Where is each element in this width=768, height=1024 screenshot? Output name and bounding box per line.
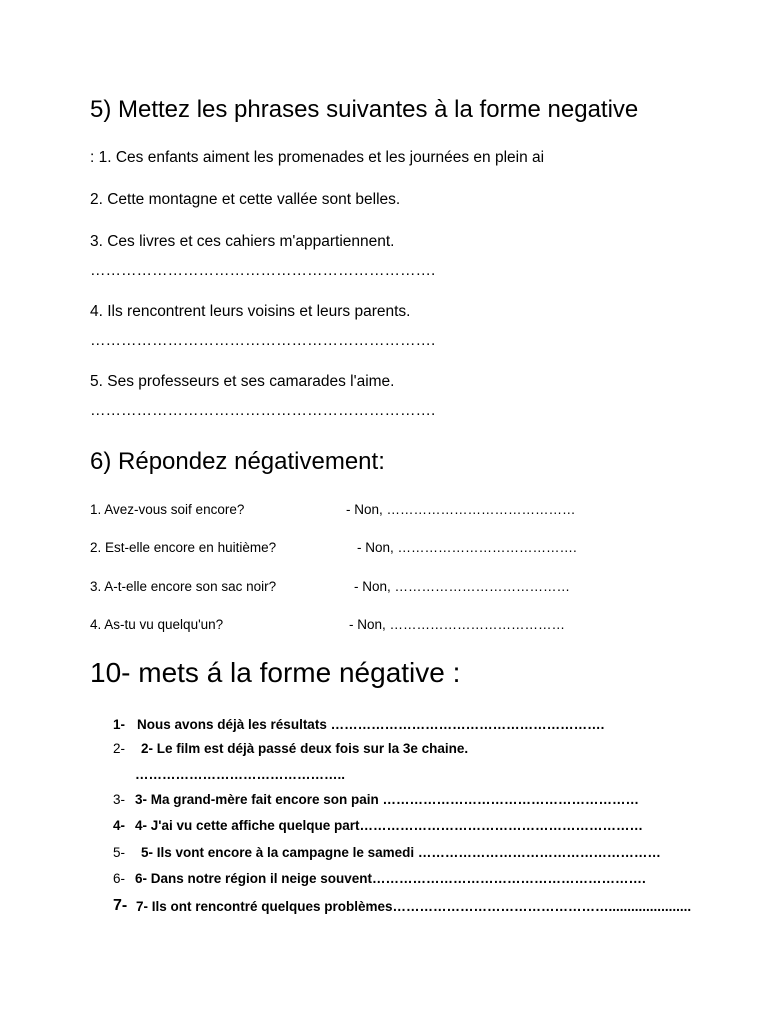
- section-10-item-1-number: 1-: [113, 717, 126, 732]
- section-10-item-5: 5- Ils vont encore à la campagne le samedi ………………………………………………: [141, 845, 661, 860]
- section-10-title: 10- mets á la forme négative :: [90, 657, 461, 688]
- section-10-item-4: 4- J'ai vu cette affiche quelque part………………………………………………………: [135, 818, 644, 833]
- section-6-title: 6) Répondez négativement:: [90, 448, 385, 475]
- section-10-item-4-number: 4-: [113, 818, 126, 833]
- section-6-question-2: 2. Est-elle encore en huitième?: [90, 540, 277, 555]
- section-6-answer-1: - Non, ……………………………………: [346, 502, 576, 517]
- section-6-question-1: 1. Avez-vous soif encore?: [90, 502, 245, 517]
- section-10-item-2-number: 2-: [113, 741, 126, 756]
- section-5-item-1: : 1. Ces enfants aiment les promenades et les journées en plein ai: [90, 149, 545, 166]
- section-10-item-6-number: 6-: [113, 871, 126, 886]
- section-6-question-3: 3. A-t-elle encore son sac noir?: [90, 579, 277, 594]
- answer-blank: ………………………………………………………….: [90, 332, 436, 349]
- answer-blank: ………………………………………..: [135, 767, 346, 782]
- answer-blank: ………………………………………………………….: [90, 402, 436, 419]
- section-6-answer-4: - Non, …………………………………: [349, 617, 566, 632]
- section-10-item-3-number: 3-: [113, 792, 126, 807]
- section-10-item-7: 7- Ils ont rencontré quelques problèmes…………………………………………......................: [136, 899, 692, 914]
- section-10-item-3: 3- Ma grand-mère fait encore son pain …………………………………………………: [135, 792, 640, 807]
- section-10-item-6: 6- Dans notre région il neige souvent…………………………………………………….: [135, 871, 646, 886]
- section-5-title: 5) Mettez les phrases suivantes à la forme negative: [90, 96, 639, 123]
- section-10-item-7-number: 7-: [113, 897, 128, 914]
- section-10-item-5-number: 5-: [113, 845, 126, 860]
- section-6-answer-3: - Non, …………………………………: [354, 579, 571, 594]
- section-5-item-3: 3. Ces livres et ces cahiers m'appartiennent.: [90, 233, 395, 250]
- section-5-item-5: 5. Ses professeurs et ses camarades l'aime.: [90, 373, 395, 390]
- section-5-item-4: 4. Ils rencontrent leurs voisins et leurs parents.: [90, 303, 411, 320]
- section-6-answer-2: - Non, ………………………………….: [357, 540, 577, 555]
- section-10-item-1: Nous avons déjà les résultats …………………………………………………….: [137, 717, 605, 732]
- answer-blank: ………………………………………………………….: [90, 262, 436, 279]
- section-10-item-2: 2- Le film est déjà passé deux fois sur la 3e chaine.: [141, 741, 469, 756]
- section-6-question-4: 4. As-tu vu quelqu'un?: [90, 617, 224, 632]
- section-5-item-2: 2. Cette montagne et cette vallée sont belles.: [90, 191, 401, 208]
